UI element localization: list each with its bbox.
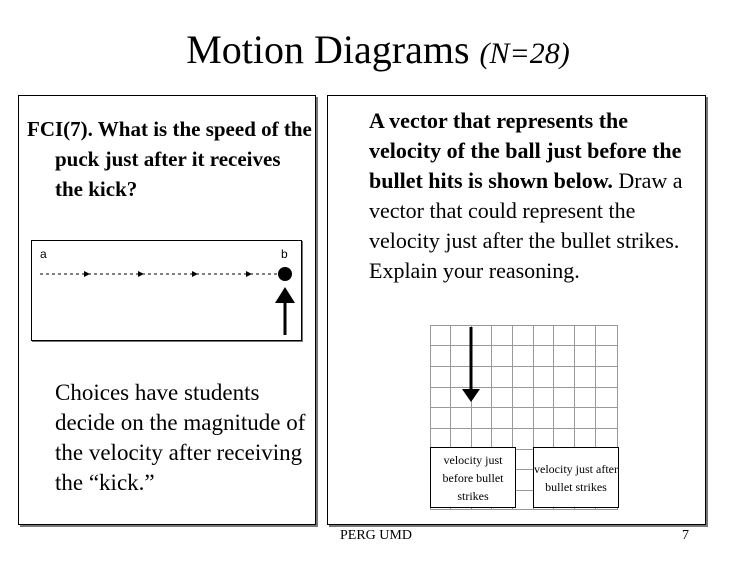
- title-main: Motion Diagrams: [186, 27, 470, 72]
- slide-title: [0, 28, 756, 76]
- motion-arrowhead-2: [138, 271, 144, 277]
- label-velocity-before: velocity just before bullet strikes: [430, 447, 516, 508]
- kick-arrowhead: [275, 287, 295, 303]
- motion-diagram: [31, 240, 302, 341]
- velocity-before-arrowhead: [462, 389, 480, 402]
- fci-question: FCI(7). What is the speed of the puck just after it receives the kick?: [27, 117, 312, 201]
- vector-prompt: [369, 106, 699, 286]
- prompt-given-vector: A vector that represents the velocity of the ball just before the bullet hits is shown below.: [369, 108, 682, 193]
- label-velocity-after: velocity just after bullet strikes: [533, 447, 619, 508]
- prompt-instruction: Draw a vector that could represent the velocity just after the bullet strikes. Explain your reasoning.: [369, 168, 683, 283]
- title-sample-size: (N=28): [479, 37, 570, 70]
- point-b-label: b: [281, 247, 288, 261]
- left-panel: [18, 95, 316, 525]
- choices-explanation: Choices have students decide on the magnitude of the velocity after receiving the “kick.”: [55, 380, 306, 495]
- page-number: 7: [682, 528, 689, 543]
- puck: [278, 267, 292, 281]
- footer-organization: PERG UMD: [340, 528, 412, 543]
- motion-arrowhead-4: [246, 271, 252, 277]
- motion-arrowhead-1: [84, 271, 90, 277]
- motion-diagram-graphic: [32, 241, 301, 340]
- motion-arrowhead-3: [192, 271, 198, 277]
- point-a-label: a: [40, 247, 47, 261]
